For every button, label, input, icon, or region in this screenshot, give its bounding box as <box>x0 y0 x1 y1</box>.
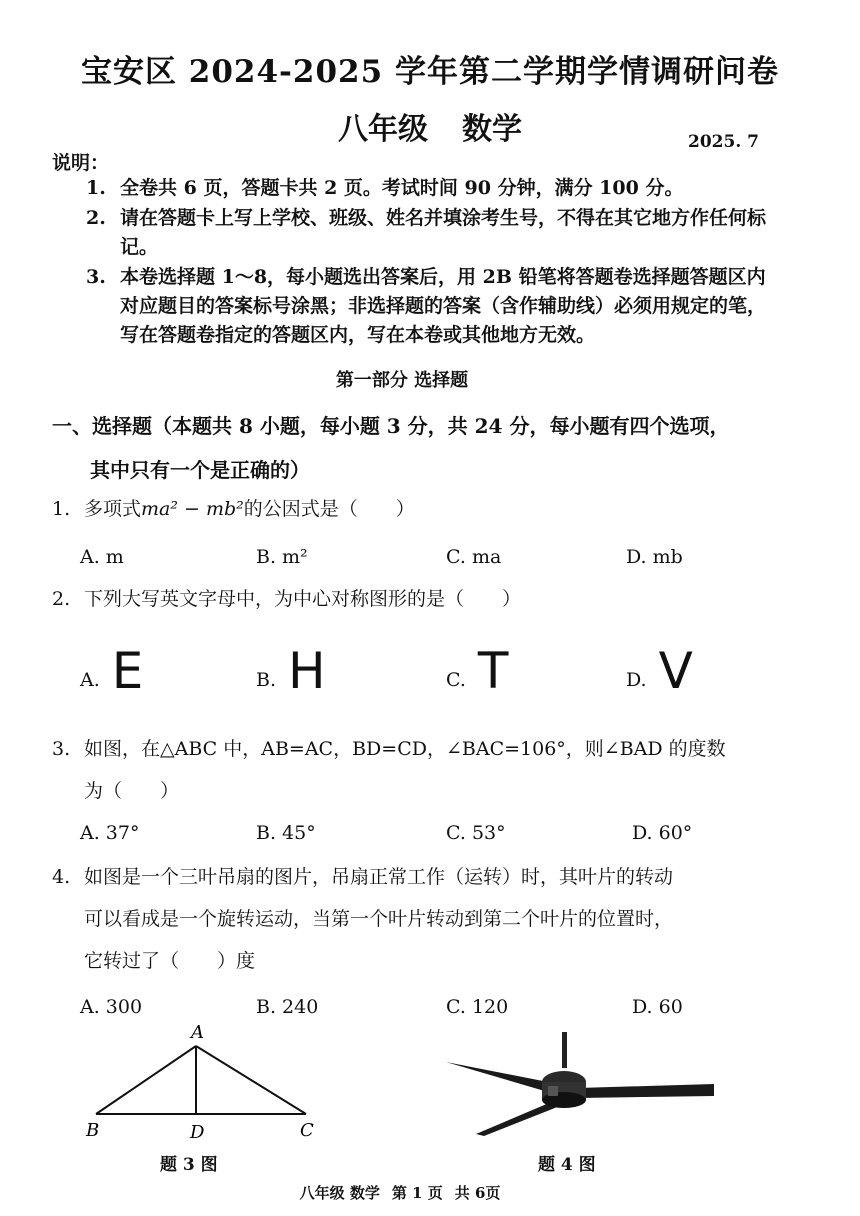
option-d: D. mb <box>626 546 683 568</box>
question-number: 4. <box>52 866 71 888</box>
note-item <box>86 174 776 203</box>
option-a: A. m <box>80 546 124 568</box>
segment-ab <box>96 1046 196 1114</box>
option-c: C. ma <box>446 546 502 568</box>
option-c: C. 53° <box>446 822 506 844</box>
question-text: 的公因式是（ ） <box>243 498 415 520</box>
question-expression: ma² − mb² <box>141 498 244 520</box>
notes-label: 说明： <box>52 152 110 174</box>
option-label: A. <box>80 669 100 691</box>
question-text: 如图，在△ABC 中，AB=AC，BD=CD，∠BAC=106°，则∠BAD 的度数 <box>84 738 726 760</box>
exam-date: 2025. 7 <box>688 132 759 152</box>
option-a: A. 37° <box>80 822 140 844</box>
question-text: 可以看成是一个旋转运动，当第一个叶片转动到第二个叶片的位置时， <box>84 908 674 930</box>
option-label: B. <box>256 669 277 691</box>
note-number: 1. <box>86 177 106 199</box>
footer-total-pages: 共 6页 <box>454 1184 501 1202</box>
figure-3-caption: 题 3 图 <box>160 1155 218 1175</box>
subject-label: 数学 <box>462 112 522 147</box>
fan-blade-right <box>578 1084 714 1098</box>
option-letter: V <box>658 642 693 700</box>
question-text: 如图是一个三叶吊扇的图片，吊扇正常工作（运转）时，其叶片的转动 <box>84 866 674 888</box>
page-footer <box>0 1182 800 1203</box>
option-b: B. 240 <box>256 996 319 1018</box>
section-heading <box>52 404 792 492</box>
question-number: 2. <box>52 588 71 610</box>
option-label: D. <box>626 669 647 691</box>
question-2 <box>52 578 772 620</box>
option-d <box>626 642 693 700</box>
fan-motor-highlight <box>548 1086 558 1096</box>
exam-title: 宝安区 2024-2025 学年第二学期学情调研问卷 <box>80 54 779 90</box>
figure-4-caption: 题 4 图 <box>538 1155 596 1175</box>
note-number: 2. <box>86 207 106 229</box>
option-b: B. m² <box>256 546 308 568</box>
question-text: 下列大写英文字母中，为中心对称图形的是（ ） <box>84 588 522 610</box>
option-c <box>446 642 508 700</box>
question-number: 3. <box>52 738 71 760</box>
question-4 <box>52 856 772 982</box>
question-3 <box>52 728 772 812</box>
grade-label: 八年级 <box>338 112 428 147</box>
point-label-c: C <box>300 1120 314 1141</box>
option-letter: T <box>477 642 509 700</box>
option-d: D. 60 <box>632 996 683 1018</box>
part-title: 第一部分 选择题 <box>335 370 469 391</box>
note-text: 全卷共 6 页，答题卡共 2 页。考试时间 90 分钟，满分 100 分。 <box>120 177 684 199</box>
option-letter: E <box>111 642 144 700</box>
question-number: 1. <box>52 498 71 520</box>
section-heading-line: 其中只有一个是正确的） <box>90 458 310 482</box>
question-text: 它转过了（ ）度 <box>84 950 256 972</box>
notes-list <box>86 174 776 351</box>
option-a <box>80 642 143 700</box>
note-text: 本卷选择题 1～8，每小题选出答案后，用 2B 铅笔将答题卷选择题答题区内对应题目的答案标号涂黑；非选择题的答案（含作辅助线）必须用规定的笔，写在答题卷指定的答题区内，写在本卷或其他地方无效。 <box>120 266 767 346</box>
segment-ac <box>196 1046 306 1114</box>
option-d: D. 60° <box>632 822 693 844</box>
section-heading-line: 一、选择题（本题共 8 小题，每小题 3 分，共 24 分，每小题有四个选项， <box>52 414 730 438</box>
ceiling-fan-icon <box>444 1030 724 1140</box>
note-text: 请在答题卡上写上学校、班级、姓名并填涂考生号，不得在其它地方作任何标记。 <box>120 207 767 258</box>
figure-3-triangle <box>78 1020 338 1150</box>
option-letter: H <box>288 642 326 700</box>
point-label-d: D <box>190 1122 205 1143</box>
note-number: 3. <box>86 266 106 288</box>
question-text: 多项式 <box>84 498 142 520</box>
point-label-a: A <box>191 1022 204 1043</box>
option-c: C. 120 <box>446 996 509 1018</box>
option-b: B. 45° <box>256 822 316 844</box>
option-a: A. 300 <box>80 996 143 1018</box>
option-b <box>256 642 326 700</box>
question-1 <box>52 488 772 530</box>
note-item <box>86 204 776 262</box>
option-label: C. <box>446 669 466 691</box>
footer-page-number: 第 1 页 <box>391 1184 443 1202</box>
note-item <box>86 263 776 350</box>
fan-blade-left <box>446 1062 548 1092</box>
question-text: 为（ ） <box>84 780 180 802</box>
fan-downrod <box>562 1032 567 1068</box>
point-label-b: B <box>86 1120 100 1141</box>
footer-grade-subject: 八年级 数学 <box>299 1184 380 1202</box>
